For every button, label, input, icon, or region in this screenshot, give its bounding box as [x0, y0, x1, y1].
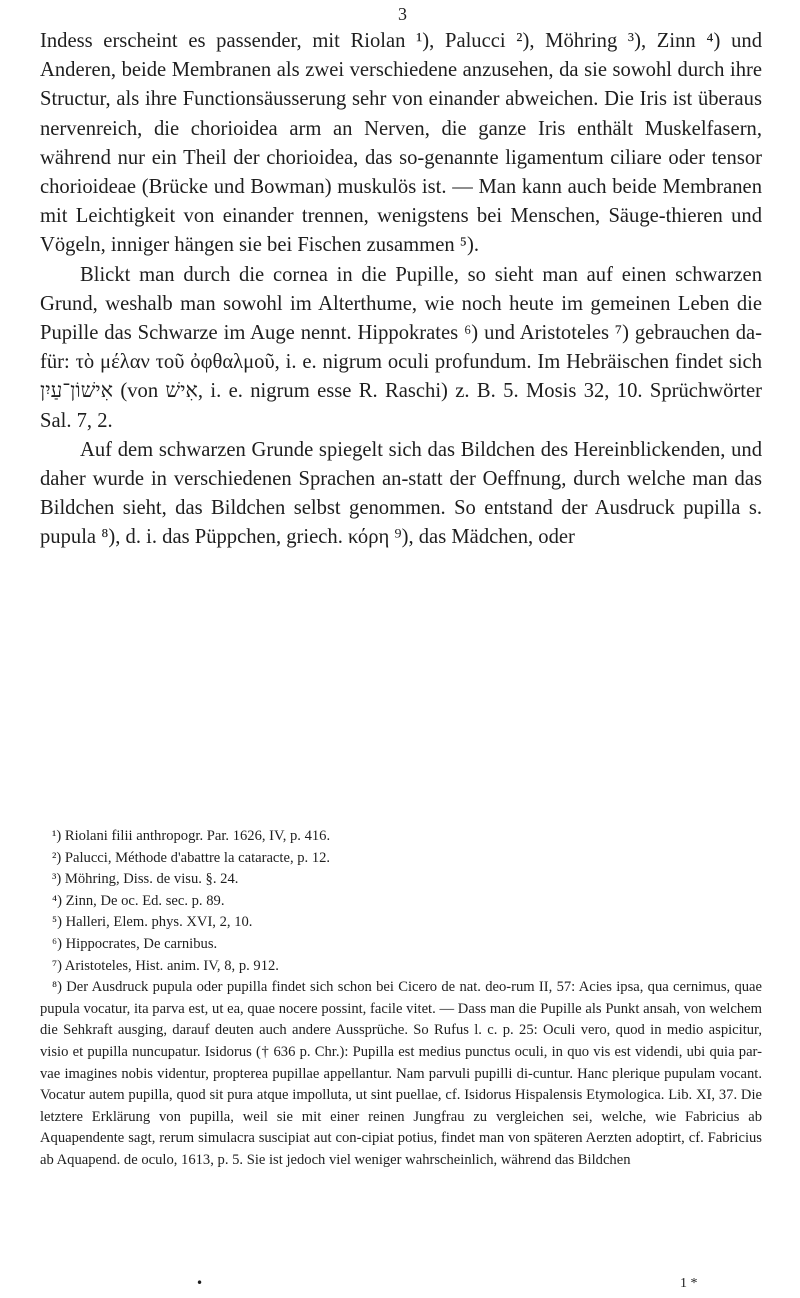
paragraph-1: Indess erscheint es passender, mit Riolan ¹), Palucci ²), Möhring ³), Zinn ⁴) und Anderen, beide Membranen als zwei verschiedene anzusehen, da sie sowohl durch ihre Structur, als ihre Functionsäusserung sehr von einander abweichen. Die Iris ist überaus nervenreich, die chorioidea arm an Nerven, die ganze Iris enthält Muskelfasern, während nur ein Theil der chorioidea, das so-genannte ligamentum ciliare oder tensor chorioideae (Brücke und Bowman) muskulös ist. — Man kann auch beide Membranen mit Leichtigkeit von einander trennen, wenigstens bei Menschen, Säuge-thieren und Vögeln, inniger hängen sie bei Fischen zusammen ⁵). [40, 30, 762, 257]
page-number: 3 [398, 4, 407, 24]
main-text [40, 27, 762, 553]
footnote-2: ²) Palucci, Méthode d'abattre la cataracte, p. 12. [52, 849, 331, 866]
footnote-6: ⁶) Hippocrates, De carnibus. [52, 935, 218, 952]
footnotes [40, 826, 762, 1172]
footnote-4: ⁴) Zinn, De oc. Ed. sec. p. 89. [52, 892, 225, 909]
bullet-marker: • [196, 1276, 204, 1290]
footnote-5: ⁵) Halleri, Elem. phys. XVI, 2, 10. [52, 914, 253, 931]
footnote-1: ¹) Riolani filii anthropogr. Par. 1626, IV, p. 416. [52, 828, 331, 844]
footnote-3: ³) Möhring, Diss. de visu. §. 24. [52, 871, 239, 888]
footnote-7: ⁷) Aristoteles, Hist. anim. IV, 8, p. 912. [52, 957, 279, 974]
printer-signature: 1 * [680, 1276, 698, 1291]
paragraph-3: Auf dem schwarzen Grunde spiegelt sich das Bildchen des Hereinblickenden, und daher wurde in verschiedenen Sprachen an-statt der Oeffnung, durch welche man das Bildchen sieht, das Bildchen selbst genommen. So entstand der Ausdruck pupilla s. pupula ⁸), d. i. das Püppchen, griech. κόρη ⁹), das Mädchen, oder [40, 438, 762, 549]
footnote-8: ⁸) Der Ausdruck pupula oder pupilla findet sich schon bei Cicero de nat. deo-rum II, 57: Acies ipsa, qua cernimus, quae pupula vocatur, ita parva est, ut ea, quae nocere possint, facile vitet. — Dass man die Pupille als Punkt ansah, von welchem die Sehkraft ausging, darauf deuten auch andere Aussprüche. So Rufus l. c. p. 25: Oculi vero, quod in medio aspicitur, visio et pupilla nuncupatur. Isidorus († 636 p. Chr.): Pupilla est medius punctus oculi, in quo vis est videndi, ubi quia par-vae imagines nobis videntur, propterea pupillae appellantur. Nam parvuli pupilli di-cuntur. Hanc plerique pupulam vocant. Vocatur autem pupilla, quod sit pura atque impolluta, ut sint puellae, cf. Isidorus Hispalensis Etymologica. Lib. XI, 37. Die letztere Erklärung von pupilla, weil sie mit einer reinen Jungfrau zu vergleichen sei, welche, wie Fabricius ab Aquapendente sagt, rerum simulacra suscipiat aut con-cipiat potius, findet man von späteren Aerzten adoptirt, cf. Fabricius ab Aquapend. de oculo, 1613, p. 5. Sie ist jedoch viel weniger wahrscheinlich, während das Bildchen [40, 979, 762, 1168]
paragraph-2: Blickt man durch die cornea in die Pupille, so sieht man auf einen schwarzen Grund, weshalb man sowohl im Alterthume, wie noch heute im gemeinen Leben die Pupille das Schwarze im Auge nennt. Hippokrates ⁶) und Aristoteles ⁷) gebrauchen da-für: τὸ μέλαν τοῦ ὀφθαλμοῦ, i. e. nigrum oculi profundum. Im Hebräischen findet sich אִישׁוֹן־עַיִן (von אִישׁ, i. e. nigrum esse R. Raschi) z. B. 5. Mosis 32, 10. Sprüchwörter Sal. 7, 2. [40, 263, 762, 432]
